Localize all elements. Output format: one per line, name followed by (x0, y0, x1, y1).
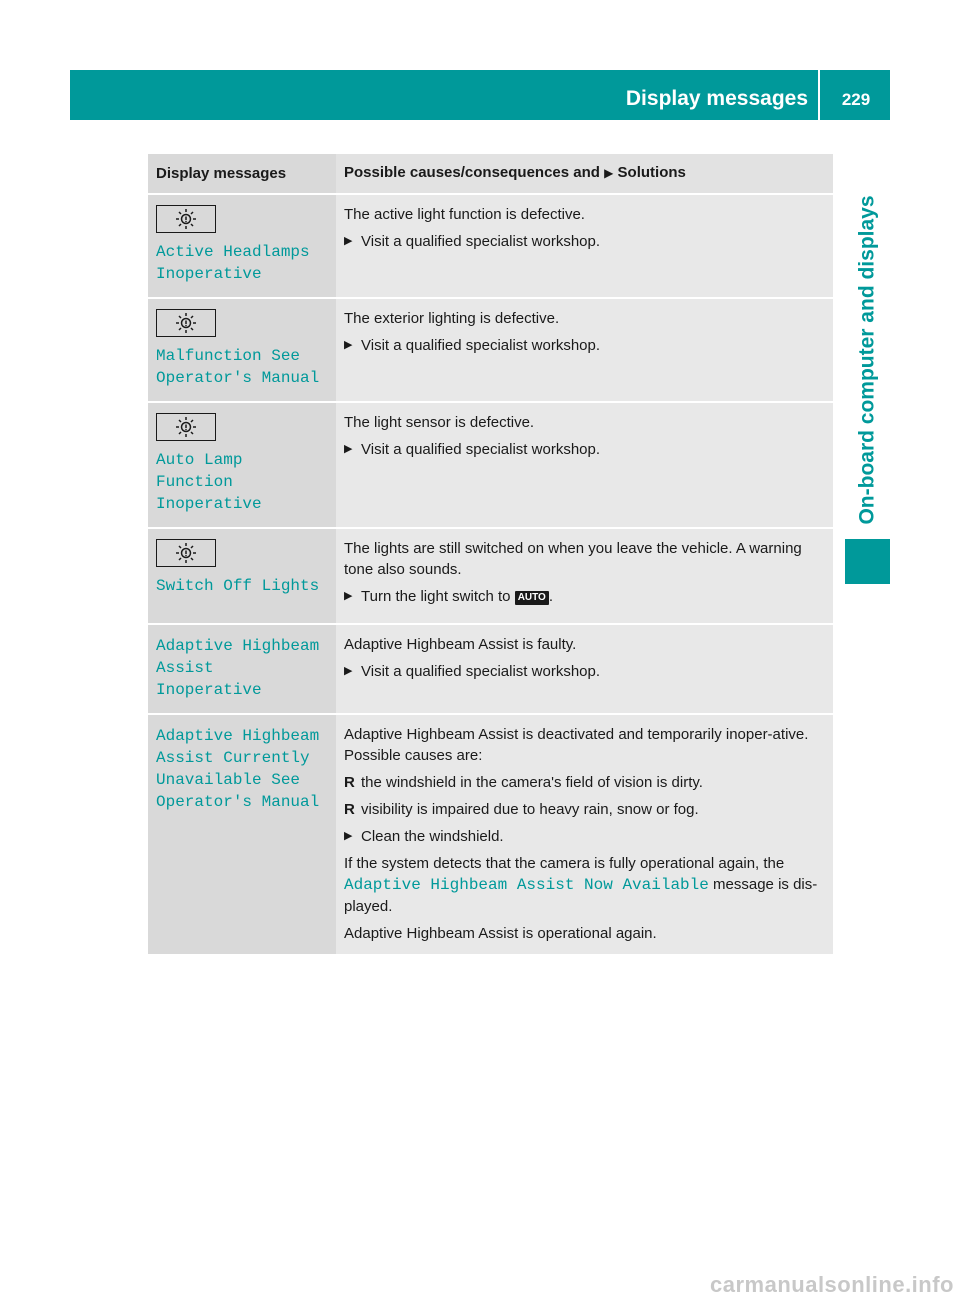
col-header-messages: Display messages (148, 154, 336, 194)
arrow-icon: ▶ (604, 166, 614, 180)
message-line: Inoperative (156, 495, 262, 513)
solution-cell (336, 714, 833, 955)
message-line: Malfunction See (156, 347, 301, 365)
lamp-icon (156, 205, 216, 233)
table-header-row (148, 154, 833, 194)
table-row (148, 714, 833, 955)
message-cell (148, 624, 336, 714)
message-cell (148, 714, 336, 955)
arrow-icon: ▶ (344, 339, 353, 351)
table-row (148, 528, 833, 624)
message-cell (148, 194, 336, 298)
auto-switch-icon: AUTO (515, 591, 549, 605)
message-line: Unavailable See (156, 771, 301, 789)
cause-text: The active light function is defective. (344, 206, 585, 223)
message-line: Assist Currently (156, 749, 310, 767)
message-line: Operator's Manual (156, 793, 320, 811)
lamp-icon (156, 539, 216, 567)
action-text: Turn the light switch to AUTO . (361, 588, 554, 605)
chapter-tab (845, 135, 890, 585)
action-text: Clean the windshield. (361, 828, 504, 845)
solution-cell (336, 528, 833, 624)
message-line: Switch Off Lights (156, 577, 320, 595)
solution-cell (336, 402, 833, 528)
solution-cell (336, 194, 833, 298)
bullet-icon: R (344, 774, 355, 791)
arrow-icon: ▶ (344, 590, 353, 602)
cause-text: The light sensor is defective. (344, 414, 535, 431)
solution-cell (336, 298, 833, 402)
arrow-icon: ▶ (344, 235, 353, 247)
message-line: Adaptive Highbeam (156, 727, 320, 745)
action-text: Visit a qualified specialist workshop. (361, 337, 601, 354)
action-text: Visit a qualified specialist workshop. (361, 233, 601, 250)
message-cell (148, 402, 336, 528)
table-row (148, 402, 833, 528)
bullet-icon: R (344, 801, 355, 818)
page-number: 229 (841, 90, 871, 109)
chapter-tab-label: On-board computer and displays (855, 195, 879, 525)
col-header-solutions: Possible causes/consequences and ▶ Solutions (336, 154, 833, 194)
action-text: Visit a qualified specialist workshop. (361, 663, 601, 680)
message-line: Adaptive Highbeam (156, 637, 320, 655)
arrow-icon: ▶ (344, 443, 353, 455)
bullet-text: visibility is impaired due to heavy rain, snow or fog. (361, 801, 699, 818)
bullet-text: the windshield in the camera's field of vision is dirty. (361, 774, 703, 791)
solution-cell (336, 624, 833, 714)
cause-text: The exterior lighting is defective. (344, 310, 560, 327)
chapter-marker (845, 539, 890, 584)
message-line: Assist Inoperative (156, 659, 262, 699)
arrow-icon: ▶ (344, 665, 353, 677)
lamp-icon (156, 413, 216, 441)
message-line: Active Headlamps (156, 243, 310, 261)
cause-text: Adaptive Highbeam Assist is deactivated and temporarily inoper-ative. Possible causes are: (344, 726, 809, 764)
table-row (148, 624, 833, 714)
final-text: Adaptive Highbeam Assist is operational again. (344, 925, 657, 942)
cause-text: Adaptive Highbeam Assist is faulty. (344, 636, 577, 653)
table-row (148, 194, 833, 298)
action-text: Visit a qualified specialist workshop. (361, 441, 601, 458)
message-cell (148, 528, 336, 624)
display-messages-table (148, 154, 833, 956)
header-bar (70, 70, 890, 120)
table-row (148, 298, 833, 402)
section-title: Display messages (626, 70, 820, 120)
watermark: carmanualsonline.info (710, 1272, 954, 1297)
note-text: If the system detects that the camera is fully operational again, the Adaptive Highbeam Assist Now Available message is dis-played. (344, 855, 818, 915)
lamp-icon (156, 309, 216, 337)
message-cell (148, 298, 336, 402)
message-line: Operator's Manual (156, 369, 320, 387)
cause-text: The lights are still switched on when you leave the vehicle. A warning tone also sounds. (344, 540, 802, 578)
message-code: Adaptive Highbeam Assist Now Available (344, 876, 709, 894)
arrow-icon: ▶ (344, 830, 353, 842)
message-line: Inoperative (156, 265, 262, 283)
message-line: Auto Lamp Function (156, 451, 243, 491)
